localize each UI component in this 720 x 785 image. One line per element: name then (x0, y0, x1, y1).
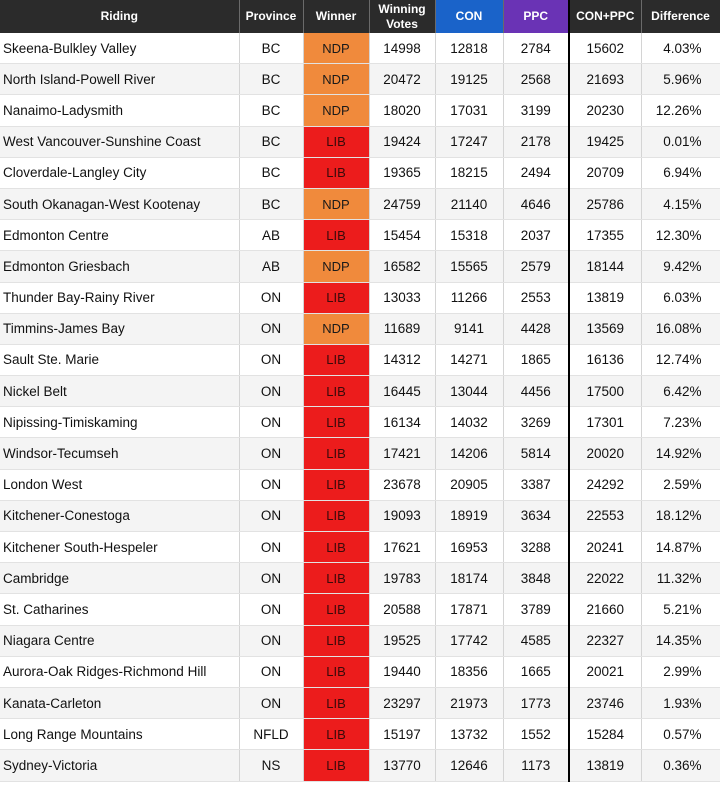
winner-cell: LIB (303, 220, 369, 251)
difference-cell: 6.42% (641, 376, 720, 407)
winning-votes-cell: 18020 (369, 95, 435, 126)
ppc-votes-cell: 1773 (503, 687, 569, 718)
con-votes-cell: 17742 (435, 625, 503, 656)
table-row (0, 750, 720, 781)
ppc-votes-cell: 2178 (503, 126, 569, 157)
winning-votes-cell: 11689 (369, 313, 435, 344)
winning-votes-cell: 19093 (369, 500, 435, 531)
difference-cell: 12.30% (641, 220, 720, 251)
con-ppc-sum-cell: 15602 (569, 33, 641, 64)
con-votes-cell: 13044 (435, 376, 503, 407)
winning-votes-cell: 20472 (369, 64, 435, 95)
con-ppc-sum-cell: 20241 (569, 532, 641, 563)
winner-cell: NDP (303, 251, 369, 282)
riding-cell: Nipissing-Timiskaming (0, 407, 239, 438)
province-cell: ON (239, 376, 303, 407)
table-row (0, 64, 720, 95)
winner-cell: LIB (303, 500, 369, 531)
province-cell: NFLD (239, 719, 303, 750)
riding-cell: Windsor-Tecumseh (0, 438, 239, 469)
con-votes-cell: 20905 (435, 469, 503, 500)
con-ppc-sum-cell: 24292 (569, 469, 641, 500)
header-con: CON (435, 0, 503, 33)
header-winning-votes (369, 0, 435, 33)
header-con-ppc: CON+PPC (569, 0, 641, 33)
winning-votes-cell: 23678 (369, 469, 435, 500)
con-votes-cell: 16953 (435, 532, 503, 563)
ppc-votes-cell: 2494 (503, 157, 569, 188)
ppc-votes-cell: 1173 (503, 750, 569, 781)
province-cell: ON (239, 563, 303, 594)
winner-cell: LIB (303, 126, 369, 157)
winner-cell: LIB (303, 157, 369, 188)
province-cell: ON (239, 656, 303, 687)
difference-cell: 4.15% (641, 188, 720, 219)
winning-votes-cell: 13033 (369, 282, 435, 313)
province-cell: BC (239, 126, 303, 157)
difference-cell: 2.99% (641, 656, 720, 687)
province-cell: ON (239, 687, 303, 718)
difference-cell: 0.36% (641, 750, 720, 781)
riding-cell: St. Catharines (0, 594, 239, 625)
con-votes-cell: 18174 (435, 563, 503, 594)
winner-cell: LIB (303, 407, 369, 438)
table-row (0, 500, 720, 531)
ppc-votes-cell: 2784 (503, 33, 569, 64)
con-votes-cell: 18919 (435, 500, 503, 531)
difference-cell: 14.87% (641, 532, 720, 563)
riding-cell: Kitchener-Conestoga (0, 500, 239, 531)
con-ppc-sum-cell: 16136 (569, 344, 641, 375)
province-cell: ON (239, 500, 303, 531)
table-row (0, 126, 720, 157)
con-ppc-sum-cell: 19425 (569, 126, 641, 157)
header-winning-votes-line2: Votes (386, 16, 418, 31)
ppc-votes-cell: 3387 (503, 469, 569, 500)
province-cell: AB (239, 220, 303, 251)
winning-votes-cell: 19783 (369, 563, 435, 594)
province-cell: ON (239, 469, 303, 500)
winning-votes-cell: 19424 (369, 126, 435, 157)
difference-cell: 14.92% (641, 438, 720, 469)
riding-cell: Edmonton Griesbach (0, 251, 239, 282)
winner-cell: LIB (303, 438, 369, 469)
table-row (0, 95, 720, 126)
table-body (0, 33, 720, 781)
con-ppc-sum-cell: 21693 (569, 64, 641, 95)
winning-votes-cell: 15454 (369, 220, 435, 251)
table-row (0, 719, 720, 750)
riding-cell: Cambridge (0, 563, 239, 594)
ppc-votes-cell: 4456 (503, 376, 569, 407)
ppc-votes-cell: 3269 (503, 407, 569, 438)
table-row (0, 594, 720, 625)
table-row (0, 687, 720, 718)
riding-cell: London West (0, 469, 239, 500)
winner-cell: NDP (303, 64, 369, 95)
con-votes-cell: 14032 (435, 407, 503, 438)
con-votes-cell: 17871 (435, 594, 503, 625)
header-riding: Riding (0, 0, 239, 33)
ppc-votes-cell: 4646 (503, 188, 569, 219)
winning-votes-cell: 24759 (369, 188, 435, 219)
riding-cell: Timmins-James Bay (0, 313, 239, 344)
table-row (0, 313, 720, 344)
con-ppc-sum-cell: 13569 (569, 313, 641, 344)
ppc-votes-cell: 2579 (503, 251, 569, 282)
winner-cell: NDP (303, 313, 369, 344)
table-row (0, 282, 720, 313)
con-ppc-sum-cell: 15284 (569, 719, 641, 750)
province-cell: BC (239, 64, 303, 95)
con-ppc-sum-cell: 13819 (569, 750, 641, 781)
table-row (0, 563, 720, 594)
province-cell: ON (239, 313, 303, 344)
con-ppc-sum-cell: 21660 (569, 594, 641, 625)
con-votes-cell: 14271 (435, 344, 503, 375)
table-row (0, 438, 720, 469)
winning-votes-cell: 16582 (369, 251, 435, 282)
con-votes-cell: 15318 (435, 220, 503, 251)
ppc-votes-cell: 1865 (503, 344, 569, 375)
table-row (0, 188, 720, 219)
winner-cell: NDP (303, 33, 369, 64)
winner-cell: LIB (303, 594, 369, 625)
con-votes-cell: 12646 (435, 750, 503, 781)
riding-cell: Nanaimo-Ladysmith (0, 95, 239, 126)
table-row (0, 656, 720, 687)
con-votes-cell: 21973 (435, 687, 503, 718)
difference-cell: 9.42% (641, 251, 720, 282)
province-cell: ON (239, 344, 303, 375)
ppc-votes-cell: 4428 (503, 313, 569, 344)
province-cell: BC (239, 188, 303, 219)
difference-cell: 6.94% (641, 157, 720, 188)
riding-cell: Nickel Belt (0, 376, 239, 407)
con-votes-cell: 12818 (435, 33, 503, 64)
ppc-votes-cell: 3288 (503, 532, 569, 563)
table-row (0, 407, 720, 438)
table-row (0, 33, 720, 64)
riding-cell: South Okanagan-West Kootenay (0, 188, 239, 219)
winner-cell: LIB (303, 719, 369, 750)
riding-cell: Cloverdale-Langley City (0, 157, 239, 188)
winner-cell: LIB (303, 656, 369, 687)
difference-cell: 11.32% (641, 563, 720, 594)
con-ppc-sum-cell: 18144 (569, 251, 641, 282)
con-ppc-sum-cell: 25786 (569, 188, 641, 219)
con-votes-cell: 14206 (435, 438, 503, 469)
con-ppc-sum-cell: 20021 (569, 656, 641, 687)
riding-cell: Skeena-Bulkley Valley (0, 33, 239, 64)
winning-votes-cell: 19525 (369, 625, 435, 656)
riding-cell: North Island-Powell River (0, 64, 239, 95)
header-ppc: PPC (503, 0, 569, 33)
header-winning-votes-line1: Winning (378, 1, 426, 16)
ppc-votes-cell: 3634 (503, 500, 569, 531)
con-ppc-sum-cell: 17301 (569, 407, 641, 438)
riding-cell: Thunder Bay-Rainy River (0, 282, 239, 313)
winning-votes-cell: 14312 (369, 344, 435, 375)
riding-cell: Edmonton Centre (0, 220, 239, 251)
difference-cell: 16.08% (641, 313, 720, 344)
winner-cell: LIB (303, 750, 369, 781)
header-difference: Difference (641, 0, 720, 33)
ppc-votes-cell: 2553 (503, 282, 569, 313)
ppc-votes-cell: 3199 (503, 95, 569, 126)
con-votes-cell: 13732 (435, 719, 503, 750)
winning-votes-cell: 17421 (369, 438, 435, 469)
riding-cell: Aurora-Oak Ridges-Richmond Hill (0, 656, 239, 687)
header-province: Province (239, 0, 303, 33)
difference-cell: 6.03% (641, 282, 720, 313)
province-cell: BC (239, 157, 303, 188)
ppc-votes-cell: 5814 (503, 438, 569, 469)
province-cell: NS (239, 750, 303, 781)
province-cell: ON (239, 532, 303, 563)
con-ppc-sum-cell: 22022 (569, 563, 641, 594)
province-cell: BC (239, 33, 303, 64)
table-row (0, 251, 720, 282)
ppc-votes-cell: 1552 (503, 719, 569, 750)
con-votes-cell: 19125 (435, 64, 503, 95)
difference-cell: 5.21% (641, 594, 720, 625)
con-votes-cell: 17247 (435, 126, 503, 157)
con-votes-cell: 15565 (435, 251, 503, 282)
riding-cell: Sydney-Victoria (0, 750, 239, 781)
difference-cell: 4.03% (641, 33, 720, 64)
table-header (0, 0, 720, 33)
ppc-votes-cell: 1665 (503, 656, 569, 687)
con-votes-cell: 17031 (435, 95, 503, 126)
con-ppc-sum-cell: 23746 (569, 687, 641, 718)
difference-cell: 0.57% (641, 719, 720, 750)
winner-cell: LIB (303, 563, 369, 594)
riding-cell: Niagara Centre (0, 625, 239, 656)
difference-cell: 18.12% (641, 500, 720, 531)
province-cell: ON (239, 625, 303, 656)
ppc-votes-cell: 2568 (503, 64, 569, 95)
table-row (0, 625, 720, 656)
table-row (0, 469, 720, 500)
con-votes-cell: 9141 (435, 313, 503, 344)
table-row (0, 532, 720, 563)
winning-votes-cell: 14998 (369, 33, 435, 64)
winner-cell: LIB (303, 282, 369, 313)
winning-votes-cell: 19365 (369, 157, 435, 188)
winning-votes-cell: 15197 (369, 719, 435, 750)
riding-cell: West Vancouver-Sunshine Coast (0, 126, 239, 157)
riding-cell: Kitchener South-Hespeler (0, 532, 239, 563)
con-votes-cell: 11266 (435, 282, 503, 313)
difference-cell: 0.01% (641, 126, 720, 157)
province-cell: AB (239, 251, 303, 282)
province-cell: BC (239, 95, 303, 126)
province-cell: ON (239, 594, 303, 625)
table-row (0, 344, 720, 375)
difference-cell: 12.26% (641, 95, 720, 126)
con-votes-cell: 18215 (435, 157, 503, 188)
difference-cell: 1.93% (641, 687, 720, 718)
difference-cell: 14.35% (641, 625, 720, 656)
header-winner: Winner (303, 0, 369, 33)
winner-cell: NDP (303, 95, 369, 126)
riding-cell: Kanata-Carleton (0, 687, 239, 718)
winner-cell: LIB (303, 532, 369, 563)
ppc-votes-cell: 3789 (503, 594, 569, 625)
con-ppc-sum-cell: 22553 (569, 500, 641, 531)
winning-votes-cell: 13770 (369, 750, 435, 781)
ppc-votes-cell: 4585 (503, 625, 569, 656)
con-ppc-sum-cell: 20709 (569, 157, 641, 188)
winning-votes-cell: 19440 (369, 656, 435, 687)
riding-cell: Long Range Mountains (0, 719, 239, 750)
difference-cell: 5.96% (641, 64, 720, 95)
winning-votes-cell: 17621 (369, 532, 435, 563)
difference-cell: 12.74% (641, 344, 720, 375)
winner-cell: LIB (303, 344, 369, 375)
table-row (0, 376, 720, 407)
difference-cell: 2.59% (641, 469, 720, 500)
table-row (0, 157, 720, 188)
winning-votes-cell: 16445 (369, 376, 435, 407)
con-votes-cell: 21140 (435, 188, 503, 219)
table-row (0, 220, 720, 251)
con-ppc-sum-cell: 17355 (569, 220, 641, 251)
winner-cell: LIB (303, 687, 369, 718)
province-cell: ON (239, 438, 303, 469)
con-ppc-sum-cell: 20230 (569, 95, 641, 126)
winner-cell: LIB (303, 469, 369, 500)
con-ppc-sum-cell: 20020 (569, 438, 641, 469)
winner-cell: NDP (303, 188, 369, 219)
ppc-votes-cell: 2037 (503, 220, 569, 251)
con-ppc-sum-cell: 17500 (569, 376, 641, 407)
winner-cell: LIB (303, 625, 369, 656)
winning-votes-cell: 20588 (369, 594, 435, 625)
con-ppc-sum-cell: 13819 (569, 282, 641, 313)
con-ppc-sum-cell: 22327 (569, 625, 641, 656)
winning-votes-cell: 16134 (369, 407, 435, 438)
riding-cell: Sault Ste. Marie (0, 344, 239, 375)
province-cell: ON (239, 282, 303, 313)
ppc-votes-cell: 3848 (503, 563, 569, 594)
con-votes-cell: 18356 (435, 656, 503, 687)
difference-cell: 7.23% (641, 407, 720, 438)
province-cell: ON (239, 407, 303, 438)
winner-cell: LIB (303, 376, 369, 407)
winning-votes-cell: 23297 (369, 687, 435, 718)
